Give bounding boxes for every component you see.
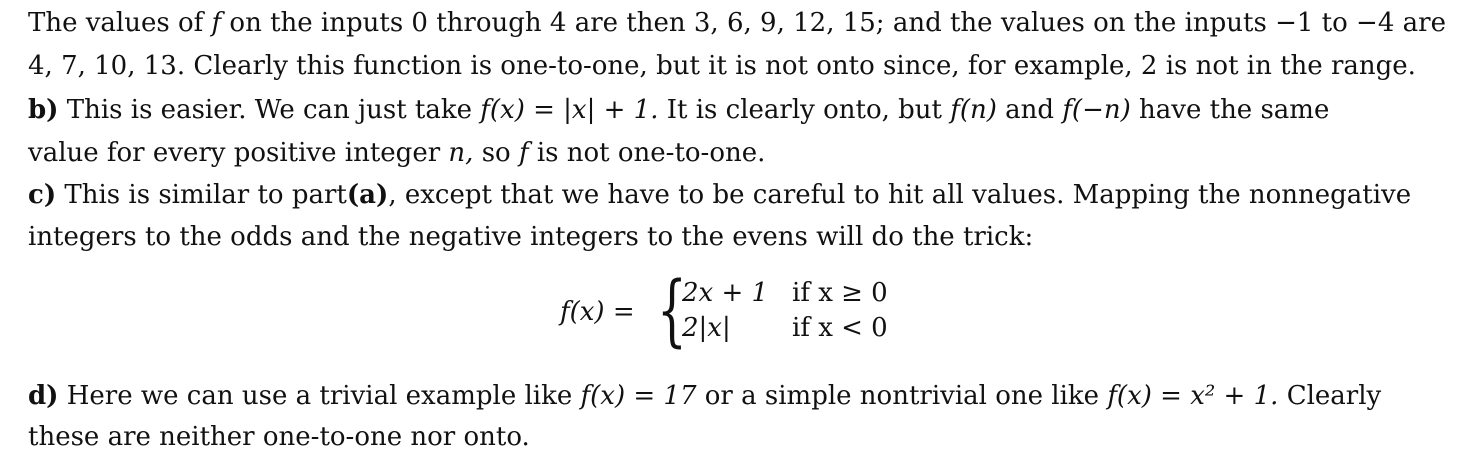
part-d-line-1	[28, 381, 1381, 411]
text: value for every positive integer	[28, 138, 441, 168]
case-2-condition: if x < 0	[792, 313, 888, 343]
left-brace: {	[657, 266, 687, 356]
text: on the inputs 0 through 4 are then 3, 6, 9, 12, 15; and the values on the inputs −1 to −4 are	[229, 8, 1446, 38]
text: This is easier. We can just take	[66, 95, 472, 125]
text: these are neither one-to-one nor onto.	[28, 422, 530, 452]
text: The values of	[28, 8, 204, 38]
case-1-condition: if x ≥ 0	[792, 278, 888, 308]
case-1-expression: 2x + 1	[682, 278, 769, 308]
part-c-line-2	[28, 222, 1033, 252]
part-c-label: c)	[28, 180, 57, 210]
text: Clearly	[1286, 381, 1382, 411]
math-f: f	[211, 8, 222, 38]
part-d-line-2	[28, 422, 530, 452]
text: Here we can use a trivial example like	[66, 381, 573, 411]
case-2-expression: 2|x|	[682, 313, 731, 343]
text: , except that we have to be careful to hit all values. Mapping the nonnegative	[388, 180, 1412, 210]
text: is not one-to-one.	[536, 138, 766, 168]
text: integers to the odds and the negative integers to the evens will do the trick:	[28, 222, 1034, 252]
text: so	[481, 138, 511, 168]
part-reference: (a)	[346, 180, 389, 210]
text: or a simple nontrivial one like	[704, 381, 1100, 411]
paragraph-a-line-1	[28, 8, 1446, 38]
math-n: n,	[448, 138, 474, 168]
math-example-quadratic: f(x) = x² + 1.	[1107, 381, 1279, 411]
text: 4, 7, 10, 13. Clearly this function is one-to-one, but it is not onto since, for example, 2 is not in the range.	[28, 51, 1416, 81]
equation-lhs: f(x) =	[560, 297, 635, 327]
part-b-label: b)	[28, 95, 59, 125]
math-abs-function: f(x) = |x| + 1.	[480, 95, 659, 125]
part-b-line-1	[28, 95, 1329, 125]
part-b-line-2	[28, 138, 765, 168]
part-d-label: d)	[28, 381, 59, 411]
math-example-constant: f(x) = 17	[580, 381, 697, 411]
text: have the same	[1139, 95, 1330, 125]
math-f-neg-n: f(−n)	[1062, 95, 1131, 125]
text: and	[1005, 95, 1055, 125]
part-c-line-1	[28, 180, 1411, 210]
text: This is similar to part	[64, 180, 347, 210]
paragraph-a-line-2	[28, 51, 1416, 81]
math-f: f	[518, 138, 529, 168]
text: It is clearly onto, but	[666, 95, 942, 125]
math-fn: f(n)	[950, 95, 997, 125]
